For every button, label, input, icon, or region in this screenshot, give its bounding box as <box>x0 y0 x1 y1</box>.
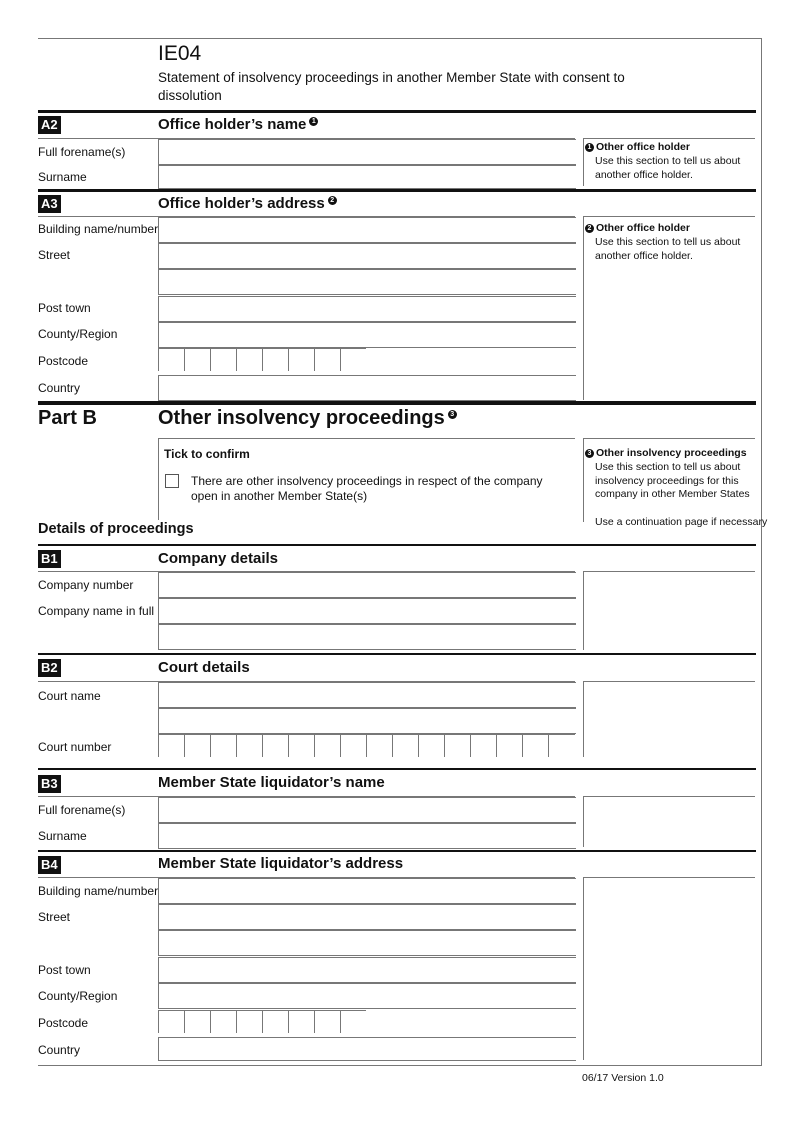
label-post-town: Post town <box>38 301 91 315</box>
section-badge-b4: B4 <box>38 856 61 874</box>
section-badge-b3: B3 <box>38 775 61 793</box>
section-title-b1: Company details <box>158 550 279 567</box>
label-liq-post-town: Post town <box>38 963 91 977</box>
b3-forename-input[interactable] <box>158 797 576 823</box>
section-badge-b2: B2 <box>38 659 61 677</box>
label-court-name: Court name <box>38 689 101 703</box>
b1-company-number-input[interactable] <box>158 572 576 598</box>
label-country: Country <box>38 381 81 395</box>
top-border <box>38 38 762 39</box>
side-title-part-b: 3 Other insolvency proceedings <box>585 447 747 459</box>
part-b-divider <box>38 401 756 405</box>
label-street: Street <box>38 248 71 262</box>
section-divider-b4 <box>38 850 756 852</box>
label-surname: Surname <box>38 170 87 184</box>
section-title-b2: Court details <box>158 659 250 676</box>
form-code: IE04 <box>158 42 202 65</box>
label-postcode: Postcode <box>38 354 89 368</box>
b2-court-number-boxes[interactable] <box>158 734 576 758</box>
a3-post-town-input[interactable] <box>158 296 576 322</box>
note-3-icon: 3 <box>585 449 594 458</box>
b4-post-town-input[interactable] <box>158 957 576 983</box>
footer-version: 06/17 Version 1.0 <box>582 1072 664 1084</box>
bottom-border <box>38 1065 762 1066</box>
label-county: County/Region <box>38 327 118 341</box>
section-divider-b2 <box>38 653 756 655</box>
b2-court-name-input-2[interactable] <box>158 708 576 734</box>
a2-surname-input[interactable] <box>158 165 576 189</box>
label-company-name: Company name in full <box>38 604 155 618</box>
label-liq-country: Country <box>38 1043 81 1057</box>
a3-county-input[interactable] <box>158 322 576 348</box>
section-title-b3: Member State liquidator’s name <box>158 774 385 791</box>
a3-postcode-boxes[interactable] <box>158 348 366 372</box>
side-text-part-b: Use this section to tell us about insolvency proceedings for this company in other Member States <box>595 461 750 500</box>
section-title-b4: Member State liquidator’s address <box>158 855 404 872</box>
side-note-part-b: Use a continuation page if necessary <box>595 516 768 528</box>
label-liquidator-forename: Full forename(s) <box>38 803 126 817</box>
section-divider-b1 <box>38 544 756 546</box>
note-2-icon: 2 <box>585 224 594 233</box>
b2-court-name-input-1[interactable] <box>158 682 576 708</box>
note-3-icon: 3 <box>448 410 457 419</box>
b3-surname-input[interactable] <box>158 823 576 849</box>
b4-street-input-1[interactable] <box>158 904 576 930</box>
other-proceedings-checkbox[interactable] <box>165 474 179 488</box>
tick-heading: Tick to confirm <box>164 447 250 461</box>
label-liq-building: Building name/number <box>38 884 159 898</box>
section-title-a3: Office holder’s address 2 <box>158 195 339 212</box>
a2-forename-input[interactable] <box>158 139 576 165</box>
a3-street-input-2[interactable] <box>158 269 576 295</box>
section-divider-a3 <box>38 189 756 192</box>
a3-street-input-1[interactable] <box>158 243 576 269</box>
b1-company-name-input-2[interactable] <box>158 624 576 650</box>
section-title-a2: Office holder’s name 1 <box>158 116 320 133</box>
label-building: Building name/number <box>38 222 159 236</box>
side-text-a2: Use this section to tell us about another office holder. <box>595 155 741 181</box>
right-border <box>761 38 762 1066</box>
label-company-number: Company number <box>38 578 134 592</box>
note-1-icon: 1 <box>309 117 318 126</box>
label-liquidator-surname: Surname <box>38 829 87 843</box>
part-b-title: Other insolvency proceedings 3 <box>158 407 459 430</box>
a3-country-input[interactable] <box>158 375 576 401</box>
section-divider-b3 <box>38 768 756 770</box>
b4-street-input-2[interactable] <box>158 930 576 956</box>
side-text-a3: Use this section to tell us about another office holder. <box>595 236 741 262</box>
form-title: Statement of insolvency proceedings in another Member State with consent to dissolution <box>158 70 625 103</box>
part-b-label: Part B <box>38 407 97 429</box>
section-badge-b1: B1 <box>38 550 61 568</box>
label-liq-street: Street <box>38 910 71 924</box>
note-2-icon: 2 <box>328 196 337 205</box>
section-divider-a2 <box>38 110 756 113</box>
side-title-a3: 2 Other office holder <box>585 222 690 234</box>
section-badge-a2: A2 <box>38 116 61 134</box>
a3-building-input[interactable] <box>158 217 576 243</box>
details-heading: Details of proceedings <box>38 521 194 537</box>
b4-building-input[interactable] <box>158 878 576 904</box>
b4-county-input[interactable] <box>158 983 576 1009</box>
label-forename: Full forename(s) <box>38 145 126 159</box>
label-liq-postcode: Postcode <box>38 1016 89 1030</box>
b4-country-input[interactable] <box>158 1037 576 1061</box>
label-liq-county: County/Region <box>38 989 118 1003</box>
label-court-number: Court number <box>38 740 112 754</box>
b1-company-name-input-1[interactable] <box>158 598 576 624</box>
checkbox-text: There are other insolvency proceedings in respect of the company open in another Member State(s) <box>191 474 543 503</box>
note-1-icon: 1 <box>585 143 594 152</box>
section-badge-a3: A3 <box>38 195 61 213</box>
b4-postcode-boxes[interactable] <box>158 1010 366 1034</box>
side-title-a2: 1 Other office holder <box>585 141 690 153</box>
